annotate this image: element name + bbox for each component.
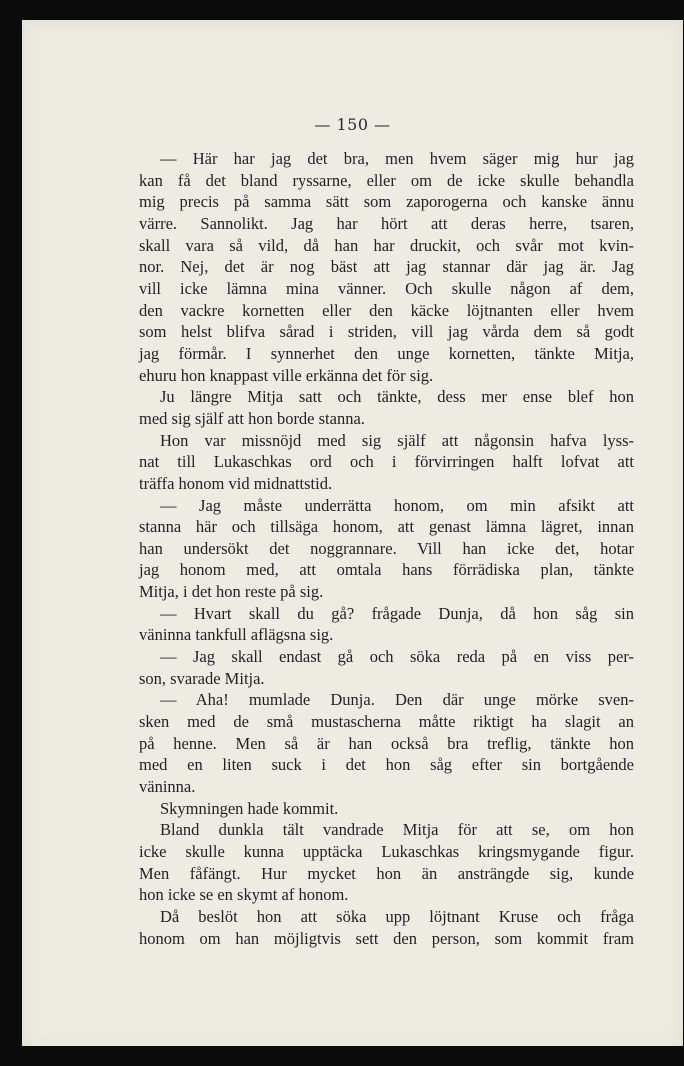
text-line: — Hvart skall du gå? frågade Dunja, då hon såg sin [160,603,634,623]
text-line: med en liten suck i det hon såg efter sin bortgående [139,755,634,775]
text-line: — Här har jag det bra, men hvem säger mig hur jag [160,149,634,168]
text-line: ehuru hon knappast ville erkänna det för sig. [139,365,434,385]
text-line: son, svarade Mitja. [139,668,265,688]
text-line: — Jag skall endast gå och söka reda på en viss per- [160,647,634,667]
text-line: — Jag måste underrätta honom, om min afsikt att [160,495,634,515]
text-line: vill icke lämna mina vänner. Och skulle någon af dem, [139,278,634,298]
text-line: väninna tankfull aflägsna sig. [139,625,334,645]
text-line: skall vara så vild, då han har druckit, och svår mot kvin- [139,235,634,255]
text-line: icke skulle kunna upptäcka Lukaschkas kringsmygande figur. [139,842,634,861]
text-line: Ju längre Mitja satt och tänkte, dess mer ense blef hon [160,387,634,407]
text-line: träffa honom vid midnattstid. [139,473,333,493]
body-text [139,148,634,949]
text-line: mig precis på samma sätt som zaporogerna och kanske ännu [139,192,634,212]
text-line: väninna. [139,777,196,797]
text-line: jag honom med, att omtala hans förrädiska plan, tänkte [139,560,634,580]
text-line: nor. Nej, det är nog bäst att jag stannar där jag är. Jag [139,257,634,277]
text-line: med sig själf att hon borde stanna. [139,408,365,428]
text-line: jag förmår. I synnerhet den unge kornetten, tänkte Mitja, [139,343,634,363]
text-line: den vackre kornetten eller den käcke löjtnanten eller hvem [139,300,634,320]
text-line: nat till Lukaschkas ord och i förvirringen halft lofvat att [139,452,634,472]
text-line: stanna här och tillsäga honom, att genast lämna lägret, innan [139,517,634,537]
text-line: Mitja, i det hon reste på sig. [139,582,324,602]
text-line: hon icke se en skymt af honom. [139,885,349,905]
text-line: Bland dunkla tält vandrade Mitja för att se, om hon [160,820,634,840]
text-line: — Aha! mumlade Dunja. Den där unge mörke sven- [160,690,634,710]
text-line: han undersökt det noggrannare. Vill han icke det, hotar [139,538,634,558]
text-line: på henne. Men så är han också bra treflig, tänkte hon [139,733,634,753]
text-line: kan få det bland ryssarne, eller om de icke skulle behandla [139,170,634,190]
page-number: — 150 — [314,115,391,134]
text-line: Hon var missnöjd med sig själf att någonsin hafva lyss- [160,430,634,450]
text-line: Skymningen hade kommit. [160,798,339,818]
text-line: sken med de små mustascherna måtte riktigt ha slagit an [139,712,634,732]
text-line: honom om han möjligtvis sett den person, som kommit fram [139,928,634,948]
text-line: Men fåfängt. Hur mycket hon än ansträngde sig, kunde [139,863,634,883]
text-line: som helst blifva sårad i striden, vill jag vårda dem så godt [139,322,634,342]
text-line: Då beslöt hon att söka upp löjtnant Kruse och fråga [160,906,634,926]
text-line: värre. Sannolikt. Jag har hört att deras herre, tsaren, [139,213,634,233]
book-page [22,20,683,1046]
